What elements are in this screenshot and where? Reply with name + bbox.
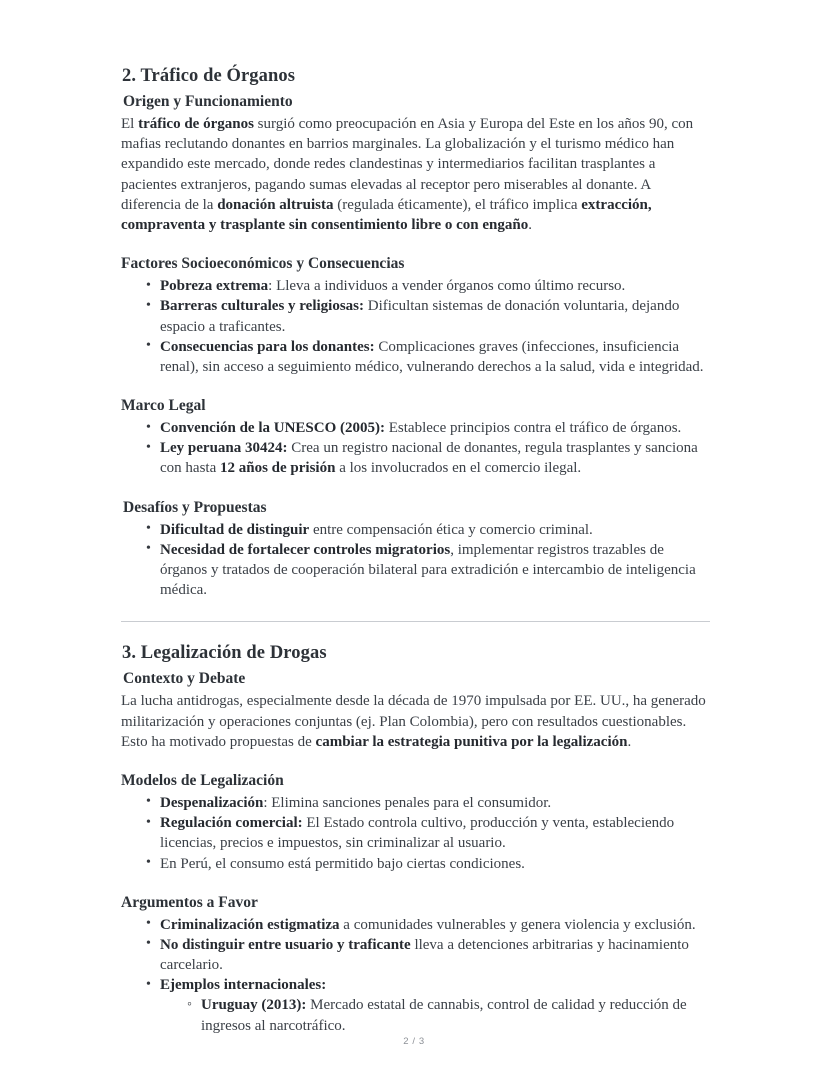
list-item: • Ley peruana 30424: Crea un registro nacional de donantes, regula trasplantes y sanciona con hasta 12 años de prisión a los involucrados en el comercio ilegal. [160, 438, 710, 478]
paragraph-contexto-y-debate: La lucha antidrogas, especialmente desde la década de 1970 impulsada por EE. UU., ha generado militarización y operaciones conjuntas (ej. Plan Colombia), pero con resultados cuestionables. Esto ha motivado propuestas de cambiar la estrategia punitiva por la legalización. [121, 693, 706, 750]
bold-run: No distinguir entre usuario y traficante [160, 936, 411, 953]
subheading-modelos-de-legalizacion: Modelos de Legalización [121, 771, 284, 789]
bold-run: Consecuencias para los donantes: [160, 338, 375, 355]
subheading-origen-y-funcionamiento: Origen y Funcionamiento [123, 93, 293, 111]
bold-run: tráfico de órganos [138, 115, 254, 132]
bold-run: Dificultad de distinguir [160, 521, 310, 538]
list-item: • Necesidad de fortalecer controles migratorios, implementar registros trazables de órganos y tratados de cooperación bilateral para extradición e intercambio de inteligencia médica. [160, 540, 710, 601]
section-divider [121, 621, 710, 622]
bold-run: Necesidad de fortalecer controles migratorios [160, 541, 451, 558]
bold-run: Ley peruana 30424: [160, 440, 288, 457]
spacer [120, 479, 710, 498]
list-item: • Criminalización estigmatiza a comunidades vulnerables y genera violencia y exclusión. [160, 915, 710, 935]
list-item: • En Perú, el consumo está permitido bajo ciertas condiciones. [160, 854, 710, 874]
list-marco-legal [120, 418, 710, 479]
bold-run: Pobreza extrema [160, 278, 269, 295]
list-item: • Consecuencias para los donantes: Complicaciones graves (infecciones, insuficiencia renal), sin acceso a seguimiento médico, vulnerando derechos a la salud, vida e integridad. [160, 337, 710, 377]
document-content [120, 64, 710, 1036]
bold-run: extracción, compraventa y trasplante sin consentimiento libre o con engaño [121, 196, 652, 233]
section-heading-legalizacion-de-drogas: 3. Legalización de Drogas [122, 643, 327, 664]
sub-list-item: ◦ Uruguay (2013): Mercado estatal de cannabis, control de calidad y reducción de ingresos al narcotráfico. [201, 995, 710, 1035]
list-item: • Dificultad de distinguir entre compensación ética y comercio criminal. [160, 520, 710, 540]
subheading-contexto-y-debate: Contexto y Debate [123, 670, 246, 688]
list-argumentos-a-favor [120, 915, 710, 1036]
bold-run: Despenalización [160, 794, 264, 811]
list-item [160, 975, 710, 1036]
subheading-marco-legal: Marco Legal [121, 397, 206, 415]
sub-list [160, 995, 710, 1035]
spacer [120, 235, 710, 254]
subheading-desafios-y-propuestas: Desafíos y Propuestas [123, 498, 267, 516]
list-factores-socioeconomicos [120, 276, 710, 377]
list-item: • Barreras culturales y religiosas: Dificultan sistemas de donación voluntaria, dejando espacio a traficantes. [160, 296, 710, 336]
list-item: • Despenalización: Elimina sanciones penales para el consumidor. [160, 793, 710, 813]
list-modelos-de-legalizacion [120, 793, 710, 874]
subheading-factores-socioeconomicos: Factores Socioeconómicos y Consecuencias [121, 255, 405, 273]
bold-run: Ejemplos internacionales: [160, 977, 327, 994]
bold-run: cambiar la estrategia punitiva por la legalización [315, 733, 628, 750]
list-item: • Pobreza extrema: Lleva a individuos a vender órganos como último recurso. [160, 276, 710, 296]
bold-run: 12 años de prisión [219, 460, 336, 477]
spacer [120, 874, 710, 893]
bold-run: Convención de la UNESCO (2005): [160, 420, 386, 437]
spacer [120, 752, 710, 771]
bold-run: Barreras culturales y religiosas: [160, 298, 364, 315]
list-desafios-y-propuestas [120, 520, 710, 601]
spacer [120, 377, 710, 396]
bold-run: donación altruista [217, 196, 334, 213]
list-item: • Convención de la UNESCO (2005): Establece principios contra el tráfico de órganos. [160, 418, 710, 438]
page-number-footer: 2 / 3 [403, 1036, 425, 1047]
bold-run: Criminalización estigmatiza [160, 916, 340, 933]
section-heading-trafico-de-organos: 2. Tráfico de Órganos [122, 66, 296, 86]
bold-run: Uruguay (2013): [201, 997, 307, 1014]
list-item: • Regulación comercial: El Estado controla cultivo, producción y venta, estableciendo licencias, precios e impuestos, sin criminalizar al usuario. [160, 813, 710, 853]
bold-run: Regulación comercial: [160, 815, 303, 832]
list-item: • No distinguir entre usuario y traficante lleva a detenciones arbitrarias y hacinamiento carcelario. [160, 935, 710, 975]
paragraph-origen-y-funcionamiento: El tráfico de órganos surgió como preocupación en Asia y Europa del Este en los años 90, con mafias reclutando donantes en barrios marginales. La globalización y el turismo médico han expandido este mercado, donde redes clandestinas y intermediarios facilitan trasplantes a pacientes extranjeros, pagando sumas elevadas al receptor pero miserables al donante. A diferencia de la donación altruista (regulada éticamente), el tráfico implica extracción, compraventa y trasplante sin consentimiento libre o con engaño. [121, 115, 694, 233]
subheading-argumentos-a-favor: Argumentos a Favor [121, 893, 258, 911]
